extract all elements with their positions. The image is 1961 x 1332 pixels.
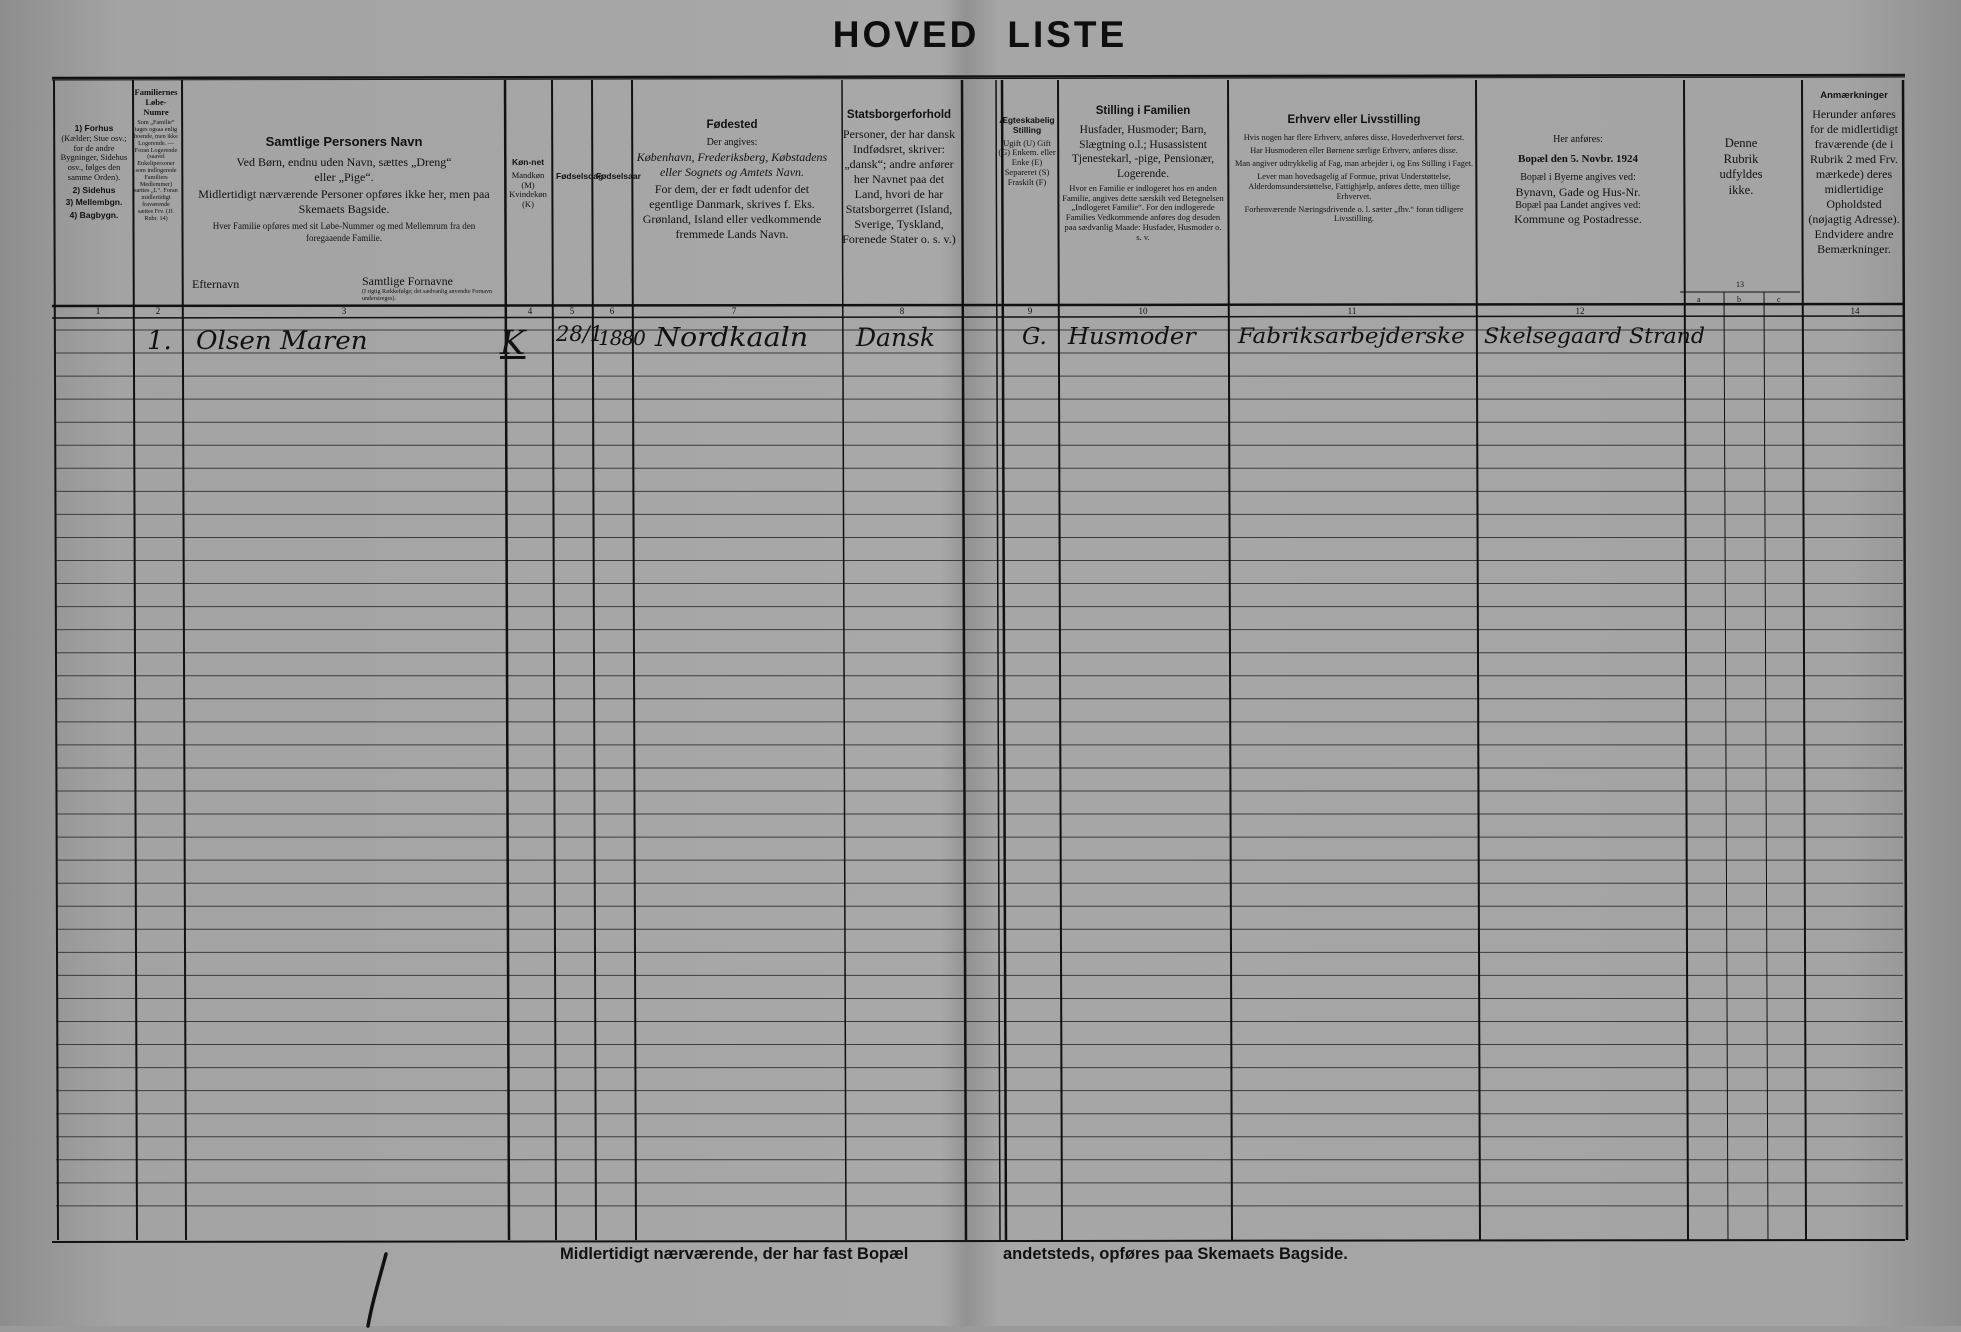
col1-bagbygn: 4) Bagbygn. [69,210,119,221]
entry-citizenship: Dansk [856,323,936,352]
column-number: 10 [1138,306,1148,316]
column-rule [842,80,846,1240]
col7-body2: København, Frederiksberg, Købstadens eller Sognets og Amtets Navn. [636,149,828,179]
col9-title: Ægteskabelig Stilling [999,115,1055,135]
column-rule [1903,80,1907,1240]
column-rule [962,80,966,1240]
col3-surname-label: Efternavn [192,277,240,291]
entry-family-position: Husmoder [1068,324,1196,350]
col11-body4: Lever man hovedsagelig af Formue, privat Understøttelse, Alderdomsunderstøttelse, Fattighjælp, anføres dette, men tillige Erhvervet. [1248,171,1460,201]
col7-title: Fødested [706,119,758,131]
col14-title: Anmærkninger [1820,90,1888,101]
col3-line2: Midlertidigt nærværende Personer opføres ikke her, men paa Skemaets Bagside. [198,187,490,217]
col1-forhus: 1) Forhus [74,123,114,133]
col3-header [188,134,500,244]
column-rule [1058,80,1062,1240]
col10-header [1062,104,1224,242]
col12-body3: Bopæl paa Landet angives ved: [1515,199,1641,211]
col14-body: Herunder anføres for de midlertidigt fraværende (de i Rubrik 2 med Frv. mærkede) deres midlertidige Opholdsted (nøjagtig Adresse). Endvidere andre Bemærkninger. [1808,106,1900,256]
col1-sidehus: 2) Sidehus [72,184,116,195]
column-rule [133,80,137,1240]
col4-header [508,158,548,210]
col12-header [1480,134,1676,227]
col8-body: Personer, der har dansk Indfødsret, skriver: „dansk“; andre anfører her Navnet paa det Land, hvori de har Statsborgerret (Island, Sverige, Tyskland, Forenede Stater o. s. v.) [842,127,956,247]
col3-firstnames-note: (I rigtig Rækkefølge; det sædvanlig anvendte Fornavn understreges). [362,289,492,302]
col5-header [556,171,604,182]
col9-body: Ugift (U) Gift (G) Enkem. eller Enke (E) Separeret (S) Fraskilt (F) [998,137,1056,187]
column-number: 6 [609,306,615,316]
col13-header [1700,136,1782,199]
column-number: 2 [155,306,161,316]
col11-header [1234,114,1474,224]
column-rule [1228,80,1232,1240]
col1-mellembgn: 3) Mellembgn. [65,197,123,208]
column-rule [1002,80,1006,1240]
col11-title: Erhverv eller Livsstilling [1287,114,1421,126]
entry-birth-year: 1880 [598,326,645,350]
col5-title: Fødselsdag [556,171,604,181]
col7-body3: For dem, der er født udenfor det egentlige Danmark, skrives f. Eks. Grønland, Island eller vedkommende fremmede Lands Navn. [642,181,822,241]
col13-sub-c: c [1777,295,1781,304]
entry-marital-status: G. [1022,324,1047,350]
title-word-1: HOVED [832,14,980,55]
col4-body: Mandkøn (M) Kvindekøn (K) [509,169,547,210]
col7-header [636,118,828,242]
entry-occupation: Fabriksarbejderske [1238,324,1465,348]
column-rule [54,80,58,1240]
col2-body: Som „Familie“ tages ogsaa enlig boende, men ikke Logerende. — Foran Logerende (saavel Enkeltpersoner som indlogerede Familiers Medlemmer) sættes „L“. Foran midlertidigt fraværende sættes Frv. (Jf. Rubr. 14) [134,119,178,222]
entry-birthday: 28/1 [556,322,604,346]
column-number: 3 [341,306,347,316]
col3-line1: Ved Børn, endnu uden Navn, sættes „Dreng“ eller „Pige“. [236,155,452,185]
col12-title1: Her anføres: [1553,134,1603,145]
column-rule [1764,292,1768,1240]
entry-sex: K [500,323,526,363]
col14-header [1806,90,1902,257]
column-rule [996,80,1000,1240]
column-number: 7 [731,306,737,316]
column-number: 1 [95,306,101,316]
col13-sub-a: a [1697,295,1701,304]
col8-title: Statsborgerforhold [846,109,952,121]
column-rule [632,80,636,1240]
col7-body1: Der angives: [706,137,758,149]
entry-birthplace: Nordkaaln [655,323,809,353]
handwritten-stroke [360,1252,400,1332]
column-number: 5 [569,306,575,316]
col9-header [998,116,1056,187]
col6-header [596,171,641,182]
column-rule [592,80,596,1240]
col11-body1: Hvis nogen har flere Erhverv, anføres disse, Hovederhvervet først. [1243,132,1465,142]
col10-body1: Husfader, Husmoder; Barn, Slægtning o.l.; Husassistent Tjenestekarl, -pige, Pensionær, Logerende. [1071,124,1215,180]
col3-firstnames-label: Samtlige Fornavne [362,274,453,288]
col12-body2: Bynavn, Gade og Hus-Nr. [1515,184,1641,199]
col8-header [840,108,958,247]
col13-number: 13 [1736,280,1744,289]
column-rule [552,80,556,1240]
entry-residence: Skelsegaard Strand [1484,324,1705,348]
column-rule [1684,80,1688,1240]
column-rule [182,80,186,1240]
column-rule [505,80,509,1240]
col6-title: Fødselsaar [596,171,641,181]
col10-title: Stilling i Familien [1095,105,1191,117]
col11-body3: Man angiver udtrykkelig af Fag, man arbejder i, og Ens Stilling i Faget. [1234,158,1474,168]
entry-name: Olsen Maren [196,326,368,355]
col11-body2: Har Husmoderen eller Børnene særlige Erhverv, anføres disse. [1250,145,1458,155]
column-number: 11 [1347,306,1357,316]
footer-right: andetsteds, opføres paa Skemaets Bagside. [1003,1245,1348,1263]
col3-title: Samtlige Personers Navn [265,134,423,149]
col1-note: (Kælder; Stue osv.; for de andre Bygninger, Sidehus osv., følges den samme Orden). [60,132,128,182]
column-number: 12 [1575,306,1585,316]
col12-body4: Kommune og Postadresse. [1514,212,1642,227]
col4-title: Køn-net [511,157,545,167]
column-number: 14 [1850,306,1860,316]
title-word-2: LISTE [1007,14,1128,55]
column-number: 4 [527,306,533,316]
col11-body5: Forhenværende Næringsdrivende o. l. sætter „fhv.“ foran tidligere Livsstilling. [1244,204,1464,224]
footer-left: Midlertidigt nærværende, der har fast Bopæl [560,1245,909,1263]
column-number: 8 [899,306,905,316]
entry-family-number: 1. [147,326,172,356]
column-rule [1724,292,1728,1240]
column-rule [1476,80,1480,1240]
col3-line3: Hver Familie opføres med sit Løbe-Nummer og med Mellemrum fra den foregaaende Familie. [212,221,476,243]
column-number: 9 [1027,306,1033,316]
col12-title2: Bopæl den 5. Novbr. 1924 [1517,152,1638,165]
col10-body2: Hvor en Familie er indlogeret hos en anden Familie, angives dette særskilt ved Betegnelsen „Indlogeret Familie“. For den indlogerede Families Vedkommende anføres dog desuden paa sædvanlig Maade: Husfader, Husmoder o. s. v. [1062,182,1224,242]
col2-title: Familiernes Løbe-Numre [134,87,178,117]
col13-body: Denne Rubrik udfyldes ikke. [1719,136,1763,197]
col12-body1: Bopæl i Byerne angives ved: [1520,172,1636,184]
col2-header [134,88,178,222]
col1-header [56,124,132,221]
col13-sub-b: b [1737,295,1741,304]
